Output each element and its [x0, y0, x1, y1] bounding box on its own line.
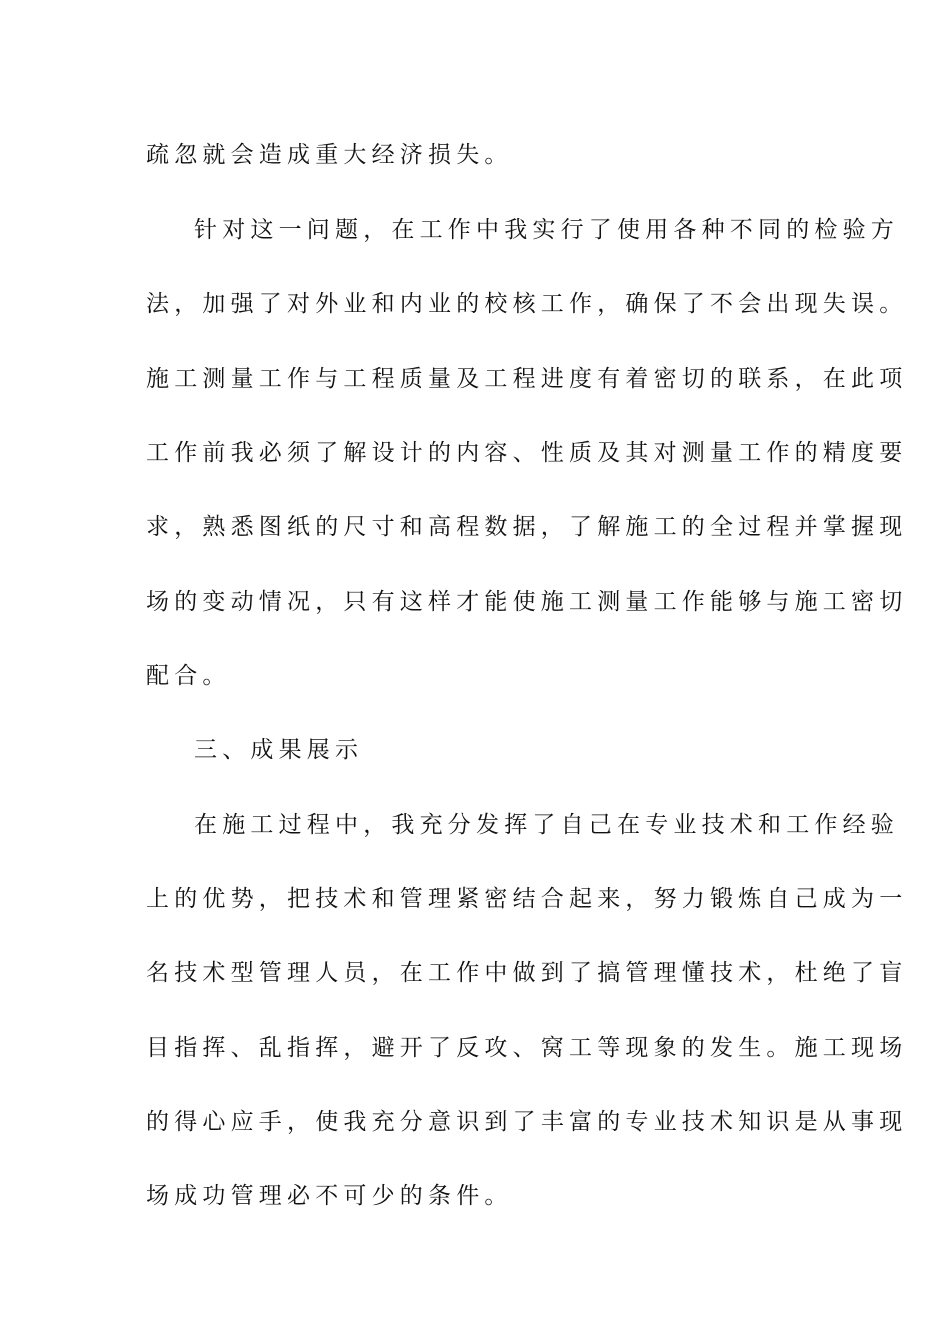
paragraph-line: 的得心应手，使我充分意识到了丰富的专业技术知识是从事现 [146, 1109, 908, 1135]
paragraph-line: 配合。 [146, 663, 231, 689]
paragraph-line: 上的优势，把技术和管理紧密结合起来，努力锻炼自己成为一 [146, 886, 908, 912]
paragraph-line: 目指挥、乱指挥，避开了反攻、窝工等现象的发生。施工现场 [146, 1035, 908, 1061]
paragraph-line: 工作前我必须了解设计的内容、性质及其对测量工作的精度要 [146, 440, 908, 466]
paragraph-line: 在施工过程中，我充分发挥了自己在专业技术和工作经验 [194, 812, 899, 838]
section-heading: 三、成果展示 [194, 737, 364, 763]
paragraph-line: 针对这一问题，在工作中我实行了使用各种不同的检验方 [194, 217, 899, 243]
paragraph-line: 名技术型管理人员，在工作中做到了搞管理懂技术，杜绝了盲 [146, 960, 908, 986]
paragraph-line: 场的变动情况，只有这样才能使施工测量工作能够与施工密切 [146, 589, 908, 615]
paragraph-line: 求，熟悉图纸的尺寸和高程数据，了解施工的全过程并掌握现 [146, 514, 908, 540]
paragraph-line: 施工测量工作与工程质量及工程进度有着密切的联系，在此项 [146, 366, 908, 392]
paragraph-line: 法，加强了对外业和内业的校核工作，确保了不会出现失误。 [146, 291, 908, 317]
paragraph-line: 场成功管理必不可少的条件。 [146, 1183, 513, 1209]
paragraph-line: 疏忽就会造成重大经济损失。 [146, 142, 513, 168]
